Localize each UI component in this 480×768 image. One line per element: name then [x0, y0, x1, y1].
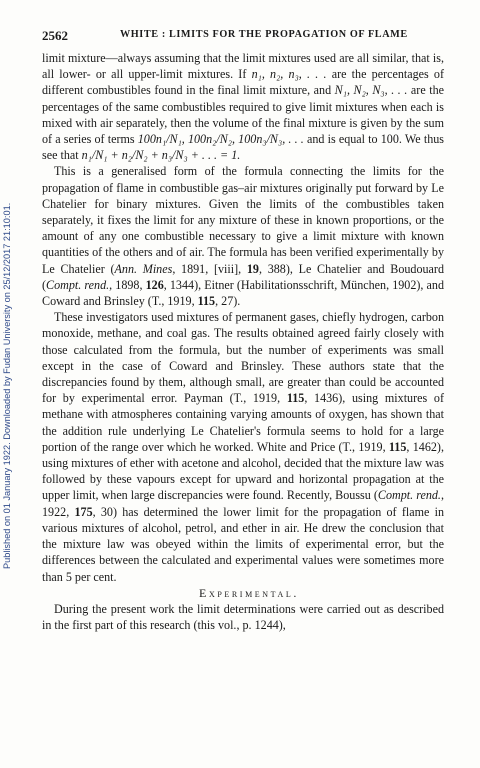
page-number: 2562: [42, 28, 68, 43]
math-N-series: N₁, N₂, N₃, . . .: [334, 83, 408, 98]
paragraph-continuation: limit mixture—always assuming that the limit mixtures used are all similar, that is, all lower- or all upper-limit mixtures. If n₁, n₂, n₃, . . . are the percentages of different combustibles found in the final limit mixture, and N₁, N₂, N₃, . . . are the percentages of the same combustibles required to give limit mixtures when each is mixed with air separately, then the volume of the final mixture is given by the sum of a series of terms 100n₁/N₁, 100n₂/N₂, 100n₃/N₃, . . . and is equal to 100. We thus see that n₁/N₁ + n₂/N₂ + n₃/N₃ + . . . = 1.: [42, 51, 445, 163]
download-watermark: Published on 01 January 1922. Downloaded by Fudan University on 25/12/2017 21:10:01.: [2, 202, 12, 570]
citation-volume: 115: [388, 439, 407, 454]
section-heading: Experimental.: [199, 585, 299, 600]
paragraph-le-chatelier-formula: This is a generalised form of the formula connecting the limits for the propagation of flame in combustible gas–air mixtures originally put forward by Le Chatelier for binary mixtures. Given the limits of the combustibles taken separately, it fixes the limit for any mixture of these in known proportions, or the amount of any one combustible necessary to give a limit mixture with known quantities of the others and of air. The formula has been verified experimentally by Le Chatelier (Ann. Mines, 1891, [viii], 19, 388), Le Chatelier and Boudouard (Compt. rend., 1898, 126, 1344), Eitner (Habilitationsschrift, München, 1902), and Coward and Brinsley (T., 1919, 115, 27).: [42, 164, 445, 309]
citation-volume: 19: [246, 261, 259, 276]
article-body: [42, 50, 444, 633]
citation-journal: Ann. Mines: [114, 261, 173, 276]
citation-volume: 115: [286, 391, 305, 406]
math-ratio-terms: 100n₁/N₁, 100n₂/N₂, 100n₃/N₃, . . .: [137, 132, 304, 147]
citation-journal: Compt. rend.: [377, 488, 441, 503]
paragraph-prior-investigations: These investigators used mixtures of permanent gases, chiefly hydrogen, carbon monoxide, methane, and coal gas. The results obtained agreed fairly closely with those calculated from the formula, but the number of experiments was small except in the case of Coward and Brinsley. These authors state that the discrepancies found by them, although small, are greater than could be accounted for by experimental error. Payman (T., 1919, 115, 1436), using mixtures of methane with atmospheres containing varying amounts of oxygen, has shown that the addition rule underlying Le Chatelier's formula seems to hold for a large portion of the range over which he worked. White and Price (T., 1919, 115, 1462), using mixtures of ether with acetone and alcohol, decided that the mixture law was followed by these vapours except for upward and horizontal propagation at the upper limit, when large discrepancies were found. Recently, Boussu (Compt. rend., 1922, 175, 30) has determined the lower limit for the propagation of flame in various mixtures of alcohol, petrol, and ether in air. He drew the conclusion that the mixture law was obeyed within the limits of experimental error, but the differences between the calculated and experimental values were sometimes more than 5 per cent.: [42, 310, 445, 584]
citation-volume: 175: [74, 504, 93, 519]
math-sum-equation: n₁/N₁ + n₂/N₂ + n₃/N₃ + . . . = 1.: [81, 148, 241, 163]
paragraph-experimental: During the present work the limit determinations were carried out as described in the first part of this research (this vol., p. 1244),: [42, 601, 444, 633]
running-title: WHITE : LIMITS FOR THE PROPAGATION OF FLAME: [120, 29, 408, 40]
citation-journal: Compt. rend.: [46, 277, 110, 292]
citation-volume: 126: [145, 277, 164, 292]
citation-volume: 115: [197, 294, 216, 309]
math-n-series: n₁, n₂, n₃, . . .: [251, 67, 327, 82]
